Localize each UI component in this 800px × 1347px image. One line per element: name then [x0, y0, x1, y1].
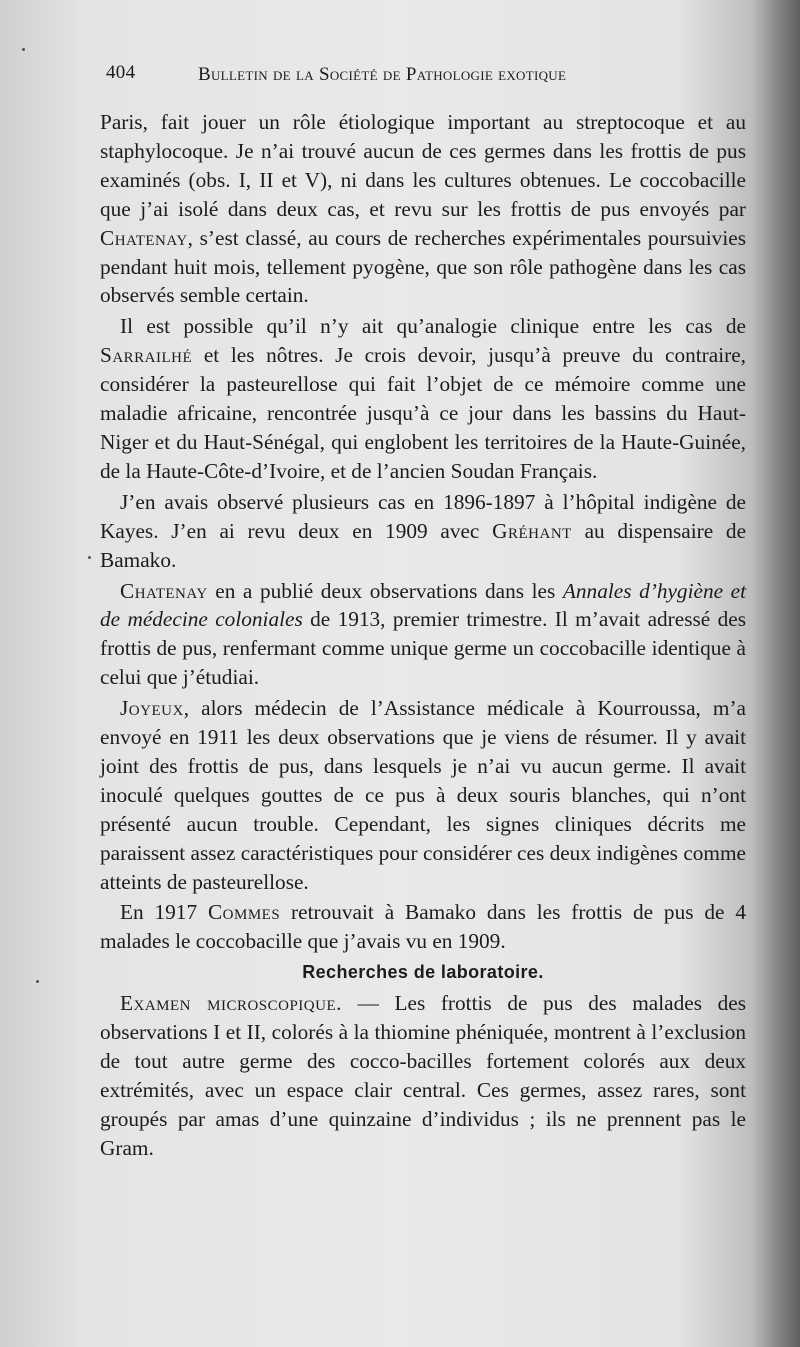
paragraph-1	[100, 108, 746, 310]
paragraph-2	[100, 312, 746, 485]
paragraph-4	[100, 577, 746, 693]
paragraph-6	[100, 898, 746, 956]
paragraph-4-text-end: de 1913, premier trimestre. Il m’avait adressé des frottis de pus, renfermant comme unique germe un coccobacille identique à celui que j’étudiai.	[100, 607, 746, 690]
paragraph-3	[100, 488, 746, 575]
paragraph-1-text: Paris, fait jouer un rôle étiologique important au streptocoque et au staphylocoque. Je n’ai trouvé aucun de ces germes dans les frottis de pus examinés (obs. I, II et V), ni dans les cultures obtenues. Le coccobacille que j’ai isolé dans deux cas, et revu sur les frottis de pus envoyés par	[100, 110, 746, 221]
paragraph-4-text-mid: en a publié deux observations dans les	[215, 578, 556, 603]
paragraph-5	[100, 694, 746, 896]
paragraph-2-text-start: Il est possible qu’il n’y ait qu’analogie clinique entre les cas de	[120, 314, 746, 339]
page-header	[106, 62, 666, 94]
section-title: Recherches de laboratoire.	[302, 962, 544, 983]
paragraph-6-text-end: retrouvait à Bamako dans les frottis de pus de 4 malades le coccobacille que j’avais vu en 1909.	[100, 900, 746, 954]
paragraph-1-text-end: , s’est classé, au cours de recherches expérimentales poursuivies pendant huit mois, tellement pyogène, que son rôle pathogène dans les cas observés semble certain.	[100, 225, 746, 308]
exam-dash: —	[341, 991, 395, 1016]
paragraph-exam	[100, 989, 746, 1162]
paragraph-5-text: , alors médecin de l’Assistance médicale à Kourroussa, m’a envoyé en 1911 les deux observations que je viens de résumer. Il y avait joint des frottis de pus, dans lesquels je n’ai vu aucun germe. Il avait inoculé quelques gouttes de ce pus à deux souris blanches, qui n’ont présenté aucun trouble. Cependant, les signes cliniques décrits me paraissent assez caractéristiques pour considérer ces deux indigènes comme atteints de pasteurellose.	[100, 696, 746, 894]
speck-mark	[88, 556, 91, 559]
author-name: Joyeux	[120, 696, 184, 721]
journal-title: Annales d’hygiène et de médecine coloniales	[100, 578, 747, 632]
author-name: Gréhant	[492, 518, 572, 543]
author-name: Commes	[207, 900, 281, 925]
exam-text: Les frottis de pus des malades des observations I et II, colorés à la thiomine phéniquée, montrent à l’exclusion de tout autre germe des cocco-bacilles fortement colorés aux deux extrémités, avec un espace clair central. Ces germes, assez rares, sont groupés par amas d’une quinzaine d’individus ; ils ne prennent pas le Gram.	[100, 991, 746, 1160]
author-name: Sarrailhé	[100, 343, 193, 368]
speck-mark	[36, 980, 39, 983]
paragraph-6-text-start: En 1917	[120, 900, 198, 925]
author-name: Chatenay	[100, 225, 188, 250]
body-text	[100, 108, 746, 1165]
paragraph-3-text-start: J’en avais observé plusieurs cas en 1896-1897 à l’hôpital indigène de Kayes. J’en ai revu deux en 1909 avec	[100, 489, 746, 543]
author-name: Chatenay	[120, 578, 208, 603]
speck-mark	[22, 48, 25, 51]
paragraph-2-text-end: et les nôtres. Je crois devoir, jusqu’à preuve du contraire, considérer la pasteurellose qui fait l’objet de ce mémoire comme une maladie africaine, rencontrée jusqu’à ce jour dans les bassins du Haut-Niger et du Haut-Sénégal, qui englobent les territoires de la Haute-Guinée, de la Haute-Côte-d’Ivoire, et de l’ancien Soudan Français.	[100, 343, 747, 483]
paragraph-3-text-end: au dispensaire de Bamako.	[100, 518, 747, 572]
exam-label: Examen microscopique.	[120, 991, 342, 1016]
page-number: 404	[106, 62, 136, 83]
running-head: Bulletin de la Société de Pathologie exotique	[198, 64, 567, 85]
